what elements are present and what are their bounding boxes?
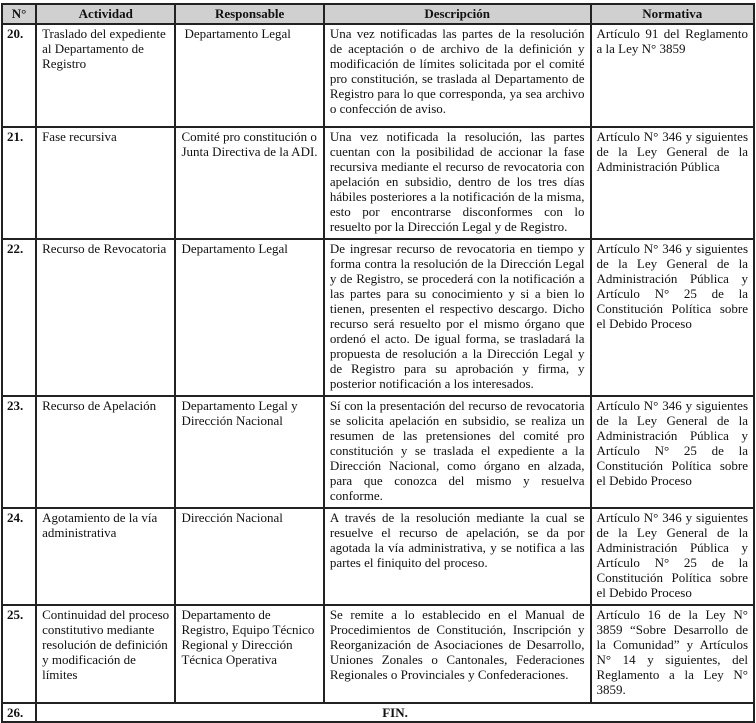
row-normativa: Artículo 91 del Reglamento a la Ley N° 3859 [591, 24, 754, 127]
table-row [2, 239, 754, 396]
table-row [2, 508, 754, 605]
row-num: 23. [2, 396, 36, 508]
row-descripcion: Sí con la presentación del recurso de revocatoria se solicita apelación en subsidio, se realiza un resumen de las pretensiones del comité pro constitución y se traslada el expediente a la Dirección Nacional, como órgano en alzada, para que conozca del mismo y resuelva conforme. [324, 396, 591, 508]
row-normativa: Artículo N° 346 y siguientes de la Ley General de la Administración Pública [591, 127, 754, 239]
table-row [2, 127, 754, 239]
row-actividad: Recurso de Revocatoria [36, 239, 175, 396]
row-normativa: Artículo N° 346 y siguientes de la Ley General de la Administración Pública y Artículo N° 25 de la Constitución Política sobre el Debido Proceso [591, 396, 754, 508]
header-actividad: Actividad [36, 4, 175, 24]
row-responsable: Departamento Legal [175, 239, 323, 396]
row-num: 21. [2, 127, 36, 239]
row-normativa: Artículo N° 346 y siguientes de la Ley General de la Administración Pública y Artículo N° 25 de la Constitución Política sobre el Debido Proceso [591, 508, 754, 605]
row-responsable: Dirección Nacional [175, 508, 323, 605]
row-actividad: Recurso de Apelación [36, 396, 175, 508]
row-normativa: Artículo 16 de la Ley N° 3859 “Sobre Desarrollo de la Comunidad” y Artículos N° 14 y siguientes, del Reglamento a la Ley N° 3859. [591, 605, 754, 703]
row-descripcion: Una vez notificada la resolución, las partes cuentan con la posibilidad de accionar la fase recursiva mediante el recurso de revocatoria con apelación en subsidio, dentro de los tres días hábiles posteriores a la notificación de la misma, esto por encontrarse disconformes con lo resuelto por la Dirección Legal y de Registro. [324, 127, 591, 239]
table-row [2, 605, 754, 703]
row-actividad: Continuidad del proceso constitutivo mediante resolución de definición y modificación de límites [36, 605, 175, 703]
fin-label: FIN. [36, 703, 754, 722]
row-descripcion: A través de la resolución mediante la cual se resuelve el recurso de apelación, se da por agotada la vía administrativa, y se notifica a las partes el finiquito del proceso. [324, 508, 591, 605]
row-actividad: Agotamiento de la vía administrativa [36, 508, 175, 605]
table-header-row [2, 4, 754, 24]
header-normativa: Normativa [591, 4, 754, 24]
row-normativa: Artículo N° 346 y siguientes de la Ley General de la Administración Pública y Artículo N° 25 de la Constitución Política sobre el Debido Proceso [591, 239, 754, 396]
row-descripcion: De ingresar recurso de revocatoria en tiempo y forma contra la resolución de la Dirección Legal y de Registro, se procederá con la notificación a las partes para su conocimiento y si a bien lo tienen, presenten el respectivo descargo. Dicho recurso será resuelto por el mismo órgano que ordenó el acto. De igual forma, se trasladará la propuesta de resolución a la Dirección Legal y de Registro para su aprobación y firma, y posterior notificación a los interesados. [324, 239, 591, 396]
table-row [2, 396, 754, 508]
row-num: 22. [2, 239, 36, 396]
row-responsable: Departamento Legal [175, 24, 323, 127]
row-num: 25. [2, 605, 36, 703]
header-num: N° [2, 4, 36, 24]
row-num: 26. [2, 703, 36, 722]
header-descripcion: Descripción [324, 4, 591, 24]
header-responsable: Responsable [175, 4, 323, 24]
row-responsable: Departamento de Registro, Equipo Técnico Regional y Dirección Técnica Operativa [175, 605, 323, 703]
row-num: 20. [2, 24, 36, 127]
table-row [2, 24, 754, 127]
row-descripcion: Se remite a lo establecido en el Manual de Procedimientos de Constitución, Inscripción y Reorganización de Asociaciones de Desarrollo, Uniones Zonales o Cantonales, Federaciones Regionales o Provinciales y Confederaciones. [324, 605, 591, 703]
procedure-table [1, 3, 755, 723]
row-actividad: Traslado del expediente al Departamento de Registro [36, 24, 175, 127]
row-num: 24. [2, 508, 36, 605]
row-actividad: Fase recursiva [36, 127, 175, 239]
row-responsable: Comité pro constitución o Junta Directiva de la ADI. [175, 127, 323, 239]
row-descripcion: Una vez notificadas las partes de la resolución de aceptación o de archivo de la definición y modificación de límites solicitada por el comité pro constitución, se traslada al Departamento de Registro para lo que corresponda, ya sea archivo o confección de aviso. [324, 24, 591, 127]
row-responsable: Departamento Legal y Dirección Nacional [175, 396, 323, 508]
